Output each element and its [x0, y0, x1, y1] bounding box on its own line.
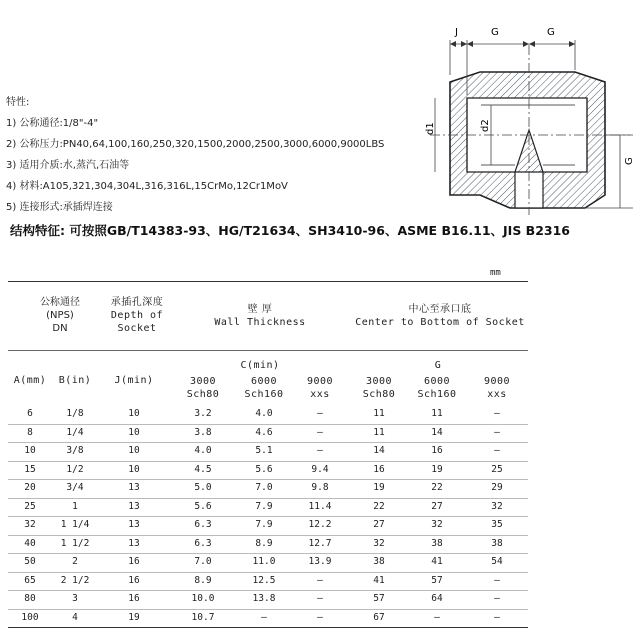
dim-g-3: G [624, 157, 635, 165]
table-cell: 9.4 [311, 463, 329, 475]
unit-label: mm [490, 268, 501, 278]
table-cell: – [494, 426, 500, 438]
table-cell: 38 [491, 537, 503, 549]
table-cell: – [261, 611, 267, 623]
table-cell: 14 [373, 445, 385, 456]
row-divider [8, 442, 528, 443]
header-j: J(min) [114, 375, 154, 386]
table-cell: 20 [24, 482, 36, 493]
table-cell: 65 [24, 574, 36, 586]
table-cell: 1/8 [66, 408, 84, 419]
table-cell: 16 [373, 463, 385, 475]
row-divider [8, 498, 528, 499]
table-cell: – [494, 593, 500, 604]
table-cell: 10 [128, 445, 140, 456]
structure-standards: 结构特征: 可按照GB/T14383-93、HG/T21634、SH3410-96、ASME B16.11、JIS B2316 [10, 223, 570, 238]
table-cell: 25 [491, 463, 503, 475]
dim-g-2: G [547, 27, 555, 38]
table-cell: 6.3 [194, 537, 212, 549]
table-cell: 7.9 [255, 519, 273, 530]
dim-d1: d1 [425, 122, 436, 135]
table-cell: 13.8 [252, 593, 276, 604]
header-b: B(in) [58, 375, 92, 386]
header-wall: 壁 厚 Wall Thickness [214, 304, 306, 328]
table-cell: 7.0 [255, 482, 273, 493]
table-cell: 22 [431, 482, 443, 493]
table-cell: – [494, 574, 500, 586]
table-cell: 32 [491, 500, 503, 512]
table-cell: 8 [27, 426, 33, 438]
table-cell: 3/4 [66, 482, 84, 493]
row-divider [8, 479, 528, 480]
table-cell: 5.1 [255, 445, 273, 456]
feature-item: 5) 连接形式:承插焊连接 [6, 202, 113, 213]
table-cell: 3/8 [66, 445, 84, 456]
row-divider [8, 535, 528, 536]
tee-drawing [415, 20, 640, 220]
table-cell: 15 [24, 463, 36, 475]
header-nominal: 公称通径 (NPS) DN [40, 297, 80, 334]
table-cell: 13 [128, 519, 140, 530]
table-cell: 4.5 [194, 463, 212, 475]
table-cell: 29 [491, 482, 503, 493]
table-cell: 10 [128, 463, 140, 475]
header-sch: 9000 xxs [483, 376, 511, 400]
table-cell: 10 [24, 445, 36, 456]
table-cell: 5.6 [194, 500, 212, 512]
table-cell: 13 [128, 537, 140, 549]
table-cell: 3.2 [194, 408, 212, 419]
table-cell: 13.9 [308, 556, 332, 567]
table-cell: 6 [27, 408, 33, 419]
header-c-min: C(min) [240, 360, 280, 371]
table-cell: 32 [431, 519, 443, 530]
table-cell: 8.9 [255, 537, 273, 549]
row-divider [8, 424, 528, 425]
table-cell: 80 [24, 593, 36, 604]
table-cell: 35 [491, 519, 503, 530]
table-cell: 5.6 [255, 463, 273, 475]
table-cell: 11 [373, 426, 385, 438]
table-cell: 12.7 [308, 537, 332, 549]
table-cell: – [317, 593, 323, 604]
table-cell: 19 [128, 611, 140, 623]
table-cell: 54 [491, 556, 503, 567]
header-a: A(mm) [13, 375, 47, 386]
table-cell: 10.7 [191, 611, 215, 623]
dim-d2: d2 [480, 119, 491, 132]
table-cell: 11.0 [252, 556, 276, 567]
feature-item: 3) 适用介质:水,蒸汽,石油等 [6, 160, 130, 171]
table-cell: 13 [128, 482, 140, 493]
table-cell: 11 [373, 408, 385, 419]
header-sch: 6000 Sch160 [244, 376, 284, 400]
header-sch: 3000 Sch80 [186, 376, 220, 400]
table-top-rule [8, 281, 528, 282]
table-cell: 14 [431, 426, 443, 438]
table-cell: 27 [431, 500, 443, 512]
table-cell: 4.6 [255, 426, 273, 438]
table-cell: – [494, 408, 500, 419]
table-cell: 10 [128, 426, 140, 438]
table-cell: 1/2 [66, 463, 84, 475]
table-cell: 10.0 [191, 593, 215, 604]
table-cell: 19 [373, 482, 385, 493]
table-cell: 41 [431, 556, 443, 567]
table-bottom-rule [8, 627, 528, 628]
table-cell: 40 [24, 537, 36, 549]
row-divider [8, 572, 528, 573]
dim-g-1: G [491, 27, 499, 38]
feature-item: 1) 公称通径:1/8"-4" [6, 118, 99, 129]
table-cell: 57 [373, 593, 385, 604]
header-sch: 6000 Sch160 [417, 376, 457, 400]
table-cell: 7.9 [255, 500, 273, 512]
table-cell: 4 [72, 611, 78, 623]
table-cell: 38 [431, 537, 443, 549]
table-cell: 1 1/2 [60, 537, 90, 549]
table-cell: 4.0 [194, 445, 212, 456]
table-cell: 8.9 [194, 574, 212, 586]
row-divider [8, 461, 528, 462]
table-cell: 1 1/4 [60, 519, 90, 530]
table-cell: 25 [24, 500, 36, 512]
table-header-rule [8, 350, 528, 351]
table-cell: – [317, 445, 323, 456]
table-cell: – [494, 611, 500, 623]
table-cell: – [317, 426, 323, 438]
table-cell: 4.0 [255, 408, 273, 419]
table-cell: 1 [72, 500, 78, 512]
header-center: 中心至承口底 Center to Bottom of Socket [355, 304, 525, 328]
header-depth: 承插孔深度 Depth of Socket [110, 297, 164, 334]
table-cell: 2 1/2 [60, 574, 90, 586]
feature-item: 4) 材料:A105,321,304,304L,316,316L,15CrMo,12Cr1MoV [6, 181, 288, 192]
table-cell: 16 [431, 445, 443, 456]
table-cell: 32 [24, 519, 36, 530]
table-cell: 12.2 [308, 519, 332, 530]
table-cell: 100 [21, 611, 39, 623]
table-cell: 38 [373, 556, 385, 567]
table-cell: 2 [72, 556, 78, 567]
features-title: 特性: [6, 97, 30, 108]
table-cell: 12.5 [252, 574, 276, 586]
table-cell: 11 [431, 408, 443, 419]
table-cell: 3.8 [194, 426, 212, 438]
table-cell: – [434, 611, 440, 623]
table-cell: 16 [128, 593, 140, 604]
table-cell: 9.8 [311, 482, 329, 493]
table-cell: 19 [431, 463, 443, 475]
table-cell: 3 [72, 593, 78, 604]
features-section [6, 92, 426, 218]
table-cell: 67 [373, 611, 385, 623]
table-cell: – [317, 408, 323, 419]
header-sch: 9000 xxs [306, 376, 334, 400]
table-cell: 1/4 [66, 426, 84, 438]
feature-item: 2) 公称压力:PN40,64,100,160,250,320,1500,2000,2500,3000,6000,9000LBS [6, 139, 385, 150]
row-divider [8, 516, 528, 517]
table-cell: 50 [24, 556, 36, 567]
table-cell: – [317, 611, 323, 623]
table-cell: 13 [128, 500, 140, 512]
table-cell: 22 [373, 500, 385, 512]
table-cell: – [317, 574, 323, 586]
table-cell: – [494, 445, 500, 456]
header-sch: 3000 Sch80 [362, 376, 396, 400]
row-divider [8, 553, 528, 554]
row-divider [8, 590, 528, 591]
table-cell: 10 [128, 408, 140, 419]
table-cell: 57 [431, 574, 443, 586]
table-cell: 16 [128, 574, 140, 586]
table-cell: 7.0 [194, 556, 212, 567]
table-cell: 27 [373, 519, 385, 530]
dim-j: J [455, 27, 458, 38]
table-cell: 11.4 [308, 500, 332, 512]
table-cell: 32 [373, 537, 385, 549]
table-cell: 6.3 [194, 519, 212, 530]
table-cell: 64 [431, 593, 443, 604]
header-g: G [434, 360, 442, 371]
table-cell: 5.0 [194, 482, 212, 493]
table-cell: 16 [128, 556, 140, 567]
row-divider [8, 609, 528, 610]
table-cell: 41 [373, 574, 385, 586]
